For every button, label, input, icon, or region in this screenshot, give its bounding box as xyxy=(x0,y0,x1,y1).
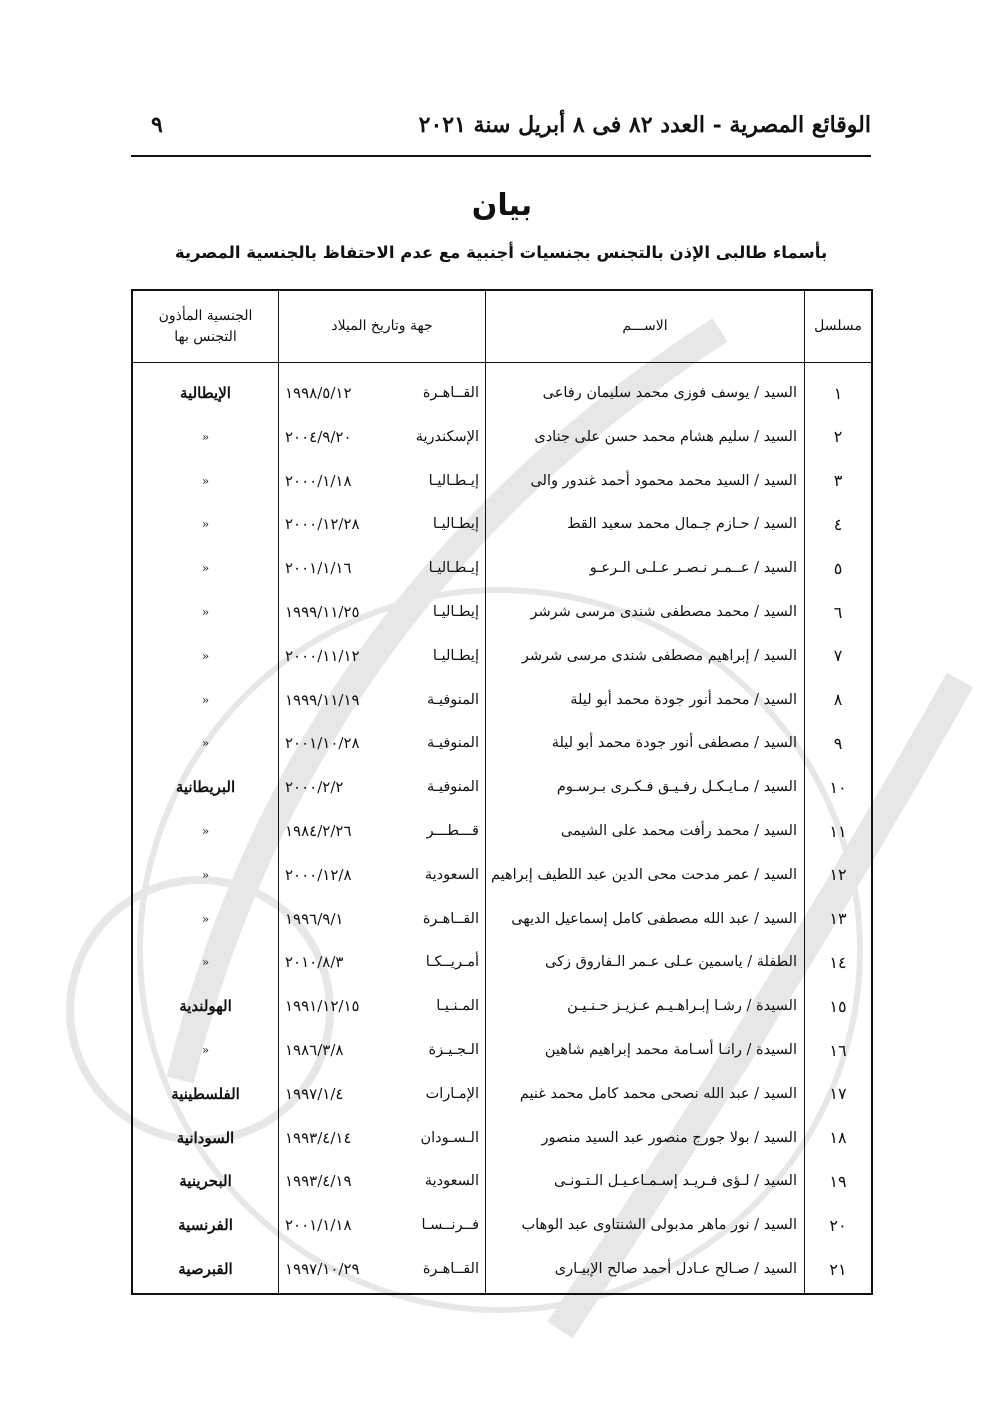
table-row xyxy=(133,678,871,722)
table-row xyxy=(133,1203,871,1247)
table-row xyxy=(133,897,871,941)
row-birthplace: إيـطـاليـا xyxy=(428,560,479,577)
row-birthdate: ٢٠٠١/١/١٦ xyxy=(285,559,352,578)
row-place-date xyxy=(279,853,485,897)
row-place-date xyxy=(279,1203,485,1247)
row-nationality: « xyxy=(201,1043,210,1057)
row-birthplace: إيـطـاليـا xyxy=(428,472,479,489)
row-serial: ١٦ xyxy=(829,1040,847,1060)
row-name: السيد / لـؤى فـريـد إسـمـاعـيـل الـتـونـى xyxy=(553,1173,797,1190)
row-birthdate: ١٩٩٧/١٠/٢٩ xyxy=(285,1260,360,1278)
row-name: السيدة / رانـا أسـامة محمد إبراهيم شاهين xyxy=(544,1042,797,1058)
row-birthdate: ٢٠٠٠/١٢/٨ xyxy=(285,865,352,884)
table-row xyxy=(133,415,871,459)
row-name: السيد / حـازم جـمال محمد سعيد القط xyxy=(567,516,797,533)
row-birthdate: ٢٠٠١/١/١٨ xyxy=(285,1216,352,1235)
row-name: السيد / عمر مدحت محى الدين عبد اللطيف إبراهيم xyxy=(490,866,797,883)
row-birthdate: ٢٠٠٠/٢/٢ xyxy=(285,778,344,797)
row-place-date xyxy=(279,1159,485,1203)
table-row xyxy=(133,502,871,546)
table-row xyxy=(133,765,871,809)
row-nationality: « xyxy=(201,867,210,882)
row-serial: ١٨ xyxy=(829,1128,847,1148)
row-place-date xyxy=(279,721,485,765)
row-birthdate: ١٩٩٣/٤/١٩ xyxy=(285,1172,352,1191)
table-row xyxy=(133,1116,871,1160)
row-name: السيد / نور ماهر مدبولى الشنتاوى عبد الوهاب xyxy=(521,1217,797,1234)
row-name: السيد / مصطفى أنور جودة محمد أبو ليلة xyxy=(551,735,797,752)
row-birthdate: ١٩٨٦/٣/٨ xyxy=(285,1041,344,1059)
row-name: السيد / سليم هشام محمد حسن على جنادى xyxy=(534,428,797,445)
table-row xyxy=(133,1028,871,1072)
row-nationality: « xyxy=(201,824,210,838)
table-row xyxy=(133,1247,871,1291)
row-nationality: القبرصية xyxy=(178,1260,233,1278)
row-birthdate: ١٩٩٩/١١/١٩ xyxy=(285,690,360,709)
table-row xyxy=(133,984,871,1028)
gazette-header-title: الوقائع المصرية - العدد ٨٢ فى ٨ أبريل سنة ٢٠٢١ xyxy=(418,112,871,138)
row-serial: ١٢ xyxy=(829,865,847,885)
row-birthplace: السعودية xyxy=(424,866,479,883)
row-serial: ٢١ xyxy=(829,1259,847,1279)
row-birthplace: قـــطـــر xyxy=(426,823,479,839)
row-nationality: « xyxy=(201,911,210,926)
row-place-date xyxy=(279,371,485,415)
row-nationality: الفلسطينية xyxy=(171,1084,240,1103)
row-nationality: « xyxy=(201,605,210,619)
row-nationality: « xyxy=(201,955,210,970)
row-birthplace: القــاهـرة xyxy=(422,1261,479,1277)
table-row xyxy=(133,634,871,678)
row-nationality: الإيطالية xyxy=(180,384,231,402)
row-birthdate: ٢٠٠٠/١١/١٢ xyxy=(285,646,360,665)
row-birthplace: الـجـيـزة xyxy=(428,1042,479,1058)
row-birthdate: ١٩٩٦/٩/١ xyxy=(285,909,344,928)
row-name: السيد / إبراهيم مصطفى شندى مرسى شرشر xyxy=(521,647,797,664)
header-nationality-line1: الجنسية المأذون xyxy=(158,307,253,324)
row-place-date xyxy=(279,1116,485,1160)
row-birthplace: المـنـيـا xyxy=(436,998,479,1015)
row-name: السيد / السيد محمد محمود أحمد غندور والى xyxy=(530,472,797,489)
row-birthplace: إيطـاليـا xyxy=(432,604,479,620)
table-row xyxy=(133,1072,871,1116)
row-nationality: البريطانية xyxy=(175,778,236,797)
row-serial: ١٤ xyxy=(829,952,847,972)
row-name: السيد / عــمـر نـصـر عـلـى الـرعـو xyxy=(589,560,797,577)
row-birthplace: المنوفيـة xyxy=(426,779,479,796)
row-place-date xyxy=(279,634,485,678)
row-name: السيد / يوسف فوزى محمد سليمان رفاعى xyxy=(542,385,797,401)
row-serial: ٩ xyxy=(833,733,843,753)
row-birthdate: ١٩٨٤/٢/٢٦ xyxy=(285,822,352,840)
row-nationality: السودانية xyxy=(176,1128,235,1147)
header-nationality xyxy=(133,291,278,362)
table-row xyxy=(133,940,871,984)
row-nationality: الفرنسية xyxy=(178,1216,233,1235)
row-birthplace: المنوفيـة xyxy=(426,691,479,708)
table-row xyxy=(133,853,871,897)
row-birthplace: إيطـاليـا xyxy=(432,647,479,664)
page-number: ٩ xyxy=(151,112,163,138)
row-name: السيدة / رشـا إبـراهـيـم عـزيـز حـنـيـن xyxy=(567,998,797,1015)
row-birthdate: ١٩٩٣/٤/١٤ xyxy=(285,1128,352,1147)
row-serial: ٥ xyxy=(833,558,843,578)
header-row-divider xyxy=(133,362,871,363)
row-name: السيد / مـايـكـل رفـيـق فـكـرى بـرسـوم xyxy=(556,779,797,796)
header-divider xyxy=(131,155,871,157)
row-birthdate: ٢٠٠٠/١٢/٢٨ xyxy=(285,515,360,534)
row-serial: ١٧ xyxy=(829,1084,847,1104)
row-birthdate: ١٩٩٩/١١/٢٥ xyxy=(285,603,360,621)
row-serial: ١٠ xyxy=(829,777,847,797)
row-name: السيد / محمد أنور جودة محمد أبو ليلة xyxy=(570,691,797,708)
row-serial: ٨ xyxy=(833,690,843,710)
row-serial: ١ xyxy=(833,383,843,403)
row-place-date xyxy=(279,940,485,984)
table-row xyxy=(133,721,871,765)
row-place-date xyxy=(279,984,485,1028)
row-place-date xyxy=(279,897,485,941)
header-nationality-line2: التجنس بها xyxy=(174,328,237,345)
row-place-date xyxy=(279,678,485,722)
row-birthdate: ٢٠١٠/٨/٣ xyxy=(285,953,344,972)
row-place-date xyxy=(279,1028,485,1072)
row-place-date xyxy=(279,809,485,853)
row-place-date xyxy=(279,1072,485,1116)
row-birthdate: ٢٠٠١/١٠/٢٨ xyxy=(285,734,360,753)
row-nationality: « xyxy=(201,648,210,663)
row-birthdate: ١٩٩١/١٢/١٥ xyxy=(285,997,360,1016)
row-birthdate: ٢٠٠٠/١/١٨ xyxy=(285,471,352,490)
row-birthplace: القــاهـرة xyxy=(422,910,479,927)
row-place-date xyxy=(279,459,485,503)
table-row xyxy=(133,546,871,590)
table-row xyxy=(133,809,871,853)
row-place-date xyxy=(279,1247,485,1291)
row-nationality: « xyxy=(201,517,210,532)
row-serial: ٢٠ xyxy=(829,1215,847,1235)
table-row xyxy=(133,371,871,415)
row-name: السيد / صـالح عـادل أحمد صالح الإبيـارى xyxy=(554,1261,797,1277)
row-nationality: « xyxy=(201,692,210,707)
row-nationality: « xyxy=(201,561,210,576)
row-nationality: « xyxy=(201,429,210,444)
row-place-date xyxy=(279,415,485,459)
document-subtitle: بأسماء طالبى الإذن بالتجنس بجنسيات أجنبية مع عدم الاحتفاظ بالجنسية المصرية xyxy=(174,243,828,262)
row-birthplace: المنوفيـة xyxy=(426,735,479,752)
row-name: السيد / بولا جورج منصور عبد السيد منصور xyxy=(541,1129,797,1146)
page-header xyxy=(131,110,871,150)
row-serial: ١١ xyxy=(829,821,847,841)
row-nationality: « xyxy=(201,473,210,488)
row-place-date xyxy=(279,502,485,546)
row-serial: ١٥ xyxy=(829,996,847,1016)
row-serial: ٦ xyxy=(833,602,843,622)
row-name: السيد / محمد مصطفى شندى مرسى شرشر xyxy=(530,604,797,620)
row-serial: ١٩ xyxy=(829,1171,847,1191)
row-birthplace: الإسكندرية xyxy=(415,428,479,445)
row-serial: ٤ xyxy=(833,514,843,534)
row-place-date xyxy=(279,590,485,634)
row-place-date xyxy=(279,546,485,590)
row-birthplace: الإمـارات xyxy=(425,1085,479,1102)
table-row xyxy=(133,1159,871,1203)
row-birthplace: أمـريــكـا xyxy=(425,954,479,971)
row-name: السيد / محمد رأفت محمد على الشيمى xyxy=(560,823,797,839)
header-serial: مسلسل xyxy=(814,318,862,334)
row-nationality: البحرينية xyxy=(179,1172,232,1191)
row-serial: ١٣ xyxy=(829,909,847,929)
row-name: السيد / عبد الله نصحى محمد كامل محمد غنيم xyxy=(519,1085,797,1102)
row-birthplace: الـسـودان xyxy=(420,1129,479,1146)
row-birthdate: ٢٠٠٤/٩/٢٠ xyxy=(285,427,352,446)
applicants-table xyxy=(131,289,873,1295)
document-title: بيان xyxy=(471,188,533,223)
row-birthdate: ١٩٩٨/٥/١٢ xyxy=(285,384,352,402)
header-place-date: جهة وتاريخ الميلاد xyxy=(331,318,433,334)
row-birthplace: القــاهـرة xyxy=(422,385,479,401)
row-nationality: « xyxy=(201,736,210,751)
row-birthplace: السعودية xyxy=(424,1173,479,1190)
row-nationality: الهولندية xyxy=(179,997,232,1016)
row-serial: ٣ xyxy=(833,471,843,491)
header-name: الاســـم xyxy=(622,318,668,334)
row-birthplace: فــرنــسـا xyxy=(421,1217,479,1234)
row-birthplace: إيطـاليـا xyxy=(432,516,479,533)
row-name: السيد / عبد الله مصطفى كامل إسماعيل الديهى xyxy=(511,910,797,927)
table-row xyxy=(133,590,871,634)
row-serial: ٧ xyxy=(833,646,843,666)
row-name: الطفلة / ياسمين عـلى عـمر الـفاروق زكى xyxy=(545,954,797,971)
row-place-date xyxy=(279,765,485,809)
table-row xyxy=(133,459,871,503)
row-serial: ٢ xyxy=(833,427,843,447)
row-birthdate: ١٩٩٧/١/٤ xyxy=(285,1084,344,1103)
